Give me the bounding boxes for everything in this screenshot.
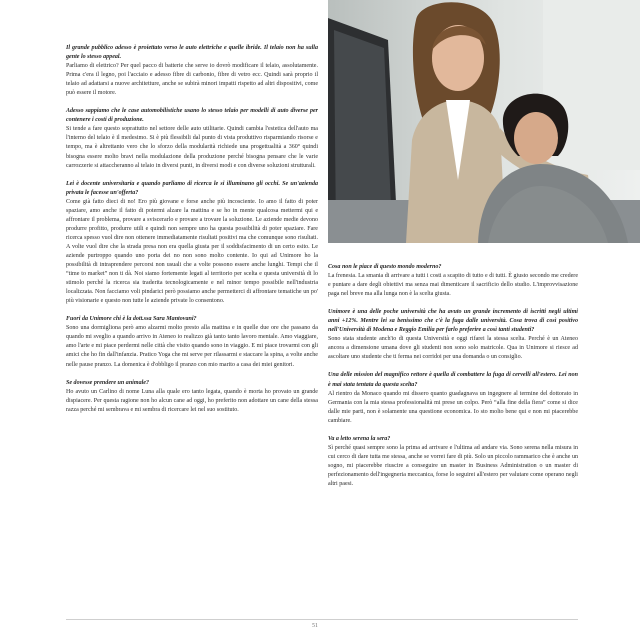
question: Unimore è una delle poche università che ha avuto un grande incremento di iscritti negli ultimi anni +12%. Mentre lei sa benissimo che c'è la fuga dalle università. Cosa trova di così positivo nell'Università di Modena e Reggio Emilia per farlo preferire a così tanti studenti? xyxy=(328,309,578,334)
answer: La frenesia. La smania di arrivare a tutti i costi a scapito di tutto e di tutti. È giusto secondo me credere e puntare a dare degli obiettivi ma senza mai dimenticare il sacrificio dello studio. L'improvvisazione paga nel breve ma alla lunga non è la scelta giusta. xyxy=(328,273,578,298)
question: Adesso sappiamo che le case automobilistiche usano lo stesso telaio per modelli di auto diverse per contenere i costi di produzione. xyxy=(66,108,318,124)
question: Una delle mission del magnifico rettore è quella di combattere la fuga di cervelli all'estero. Lei non è mai stata tentata da questa scelta? xyxy=(328,372,578,388)
answer: Si tende a fare questo soprattutto nel settore delle auto utilitarie. Quindi cambia l'estetica dell'auto ma l'interno del telaio è il medesimo. Si è più flessibili dal punto di vista produttivo risparmiando risorse e tempo, ma è altrettanto vero che lo sforzo della modularità richiede una progettualità a 360° quindi bisogna essere molto bravi nella modulazione della produzione perché bisogna pensare che le varie carrozzerie si attaccheranno al telaio in diversi punti, in diversi modi e con diverse soluzioni strutturali. xyxy=(66,126,318,169)
answer: Come già fatto dieci di no! Ero più giovane e forse anche più incosciente. Io amo il fatto di poter spaziare, amo anche il fatto di potermi alzare la mattina e se ho in mente qualcosa mettermi qui e affrontare il problema, provare a sviscerarlo e provare a trovare la soluzione. Le aziende medie devono produrre profitto, produrre utili e quindi non sempre uno ha questa possibilità di poter spaziare. Fare ricerca spesso vuol dire non ottenere immediatamente risultati positivi ma che comunque sono risultati. A volte vuol dire che la strada presa non era quella giusta per il soddisfacimento di un certo esito. Le aziende purtroppo quando uno porta dei no non sono molto contente. Io qui ad Unimore ho la possibilità di intraprendere percorsi non usuali che a volte possono essere anche lunghi. Tempi che il “time to market” non ti dà. Noi siamo fortemente legati al territorio per scelta e questa università di lo stimolo perché la ricerca sia traderita tecnologicamente e nel minor tempo possibile nell'industria localizzata. Non facciamo voli pindarici però possiamo anche permetterci di affrontare tematiche un po' più visionarie e questo non tutte le aziende private lo consentono. xyxy=(66,198,318,305)
answer: Sono una dormigliona però amo alzarmi molto presto alla mattina e in quelle due ore che passano da quando mi sveglio a quando arrivo in Ateneo io realizzo già tanto tanto lavoro mentale. Amo viaggiare, amo l'arte e mi piace perdermi nelle città che visito quando sono in viaggio. E mi piace trovarmi con gli amici che ho fin dall'infanzia. Pratico Yoga che mi serve per rilassarmi e staccare la spina, a volte anche nelle pause pranzo. La domenica è d'obbligo il pranzo con mio marito a casa dei miei genitori. xyxy=(66,325,318,368)
photo-illustration xyxy=(328,0,640,243)
qa-block xyxy=(66,379,318,415)
footer-divider xyxy=(66,619,578,620)
answer: Sì perché quasi sempre sono la prima ad arrivare e l'ultima ad andare via. Sono serena nella misura in cui cerco di dare tutta me stessa, anche se vorrei fare di più. Solo un piccolo rammarico che è anche un sogno, mi piacerebbe riuscire a conseguire un master in Business Administration o un master di perfezionamento dell'ingegneria meccanica, forse lo seguirei all'estero per valutare come operano negli altri paesi. xyxy=(328,444,578,487)
qa-block xyxy=(328,308,578,362)
qa-block xyxy=(66,315,318,369)
answer: Sono stata studente anch'io di questa Università e oggi rifarei la stessa scelta. Perché è un Ateneo ancora a dimensione umana dove gli studenti non sono solo matricole. Qua in Unimore si riesce ad ascoltare uno studente che ti ferma nei corridoi per una domanda o un consiglio. xyxy=(328,336,578,361)
answer: Ho avuto un Carlino di nome Luna alla quale ero tanto legata, quando è morta ho provato un grande dispiacere. Per questa ragione non ho alcun cane ad oggi, ho preferito non adottare un cane della stessa razza perché mi sembrava e mi sembra di ricercare lei nel suo sostituto. xyxy=(66,388,318,413)
question: Il grande pubblico adesso è proiettato verso le auto elettriche e quelle ibride. Il telaio non ha sulla gente lo stesso appeal. xyxy=(66,45,318,61)
question: Fuori da Unimore chi è la dott.ssa Sara Mantovani? xyxy=(66,316,197,323)
page-number: 51 xyxy=(312,623,318,629)
qa-block xyxy=(328,263,578,299)
interview-photo xyxy=(328,0,640,243)
qa-block xyxy=(328,435,578,489)
answer: Parliamo di elettrico? Per quel pacco di batterie che serve io dovrò modificare il telaio, assolutamente. Prima c'era il legno, poi l'acciaio e adesso fibre di carbonio, fibre di vetro ecc. Quindi sarà proprio il telaio ad adattarsi a nuove architetture, anche se subirà minori impatti rispetto ad altri dispositivi, come può essere il motore. xyxy=(66,63,318,97)
question: Va a letto serena la sera? xyxy=(328,435,391,442)
question: Cosa non le piace di questo mondo moderno? xyxy=(328,264,442,270)
left-column xyxy=(66,44,318,424)
question: Se dovesse prendere un animale? xyxy=(66,379,149,386)
qa-block xyxy=(328,371,578,425)
qa-block xyxy=(66,107,318,170)
qa-block xyxy=(66,180,318,307)
right-column xyxy=(328,263,578,498)
answer: Al rientro da Monaco quando mi dissero quanto guadagnava un ingegnere al termine del dottorato in Germania con la mia stessa professionalità mi prese un colpo. Però “alla fine della fiera” come si dice dalle mie parti, non è solamente una questione economica. Io sto molto bene qui e non mi piacerebbe cambiare. xyxy=(328,390,578,424)
qa-block xyxy=(66,44,318,98)
question: Lei è docente universitaria e quando parliamo di ricerca le si illuminano gli occhi. Se un'azienda privata le facesse un'offerta? xyxy=(66,180,318,196)
